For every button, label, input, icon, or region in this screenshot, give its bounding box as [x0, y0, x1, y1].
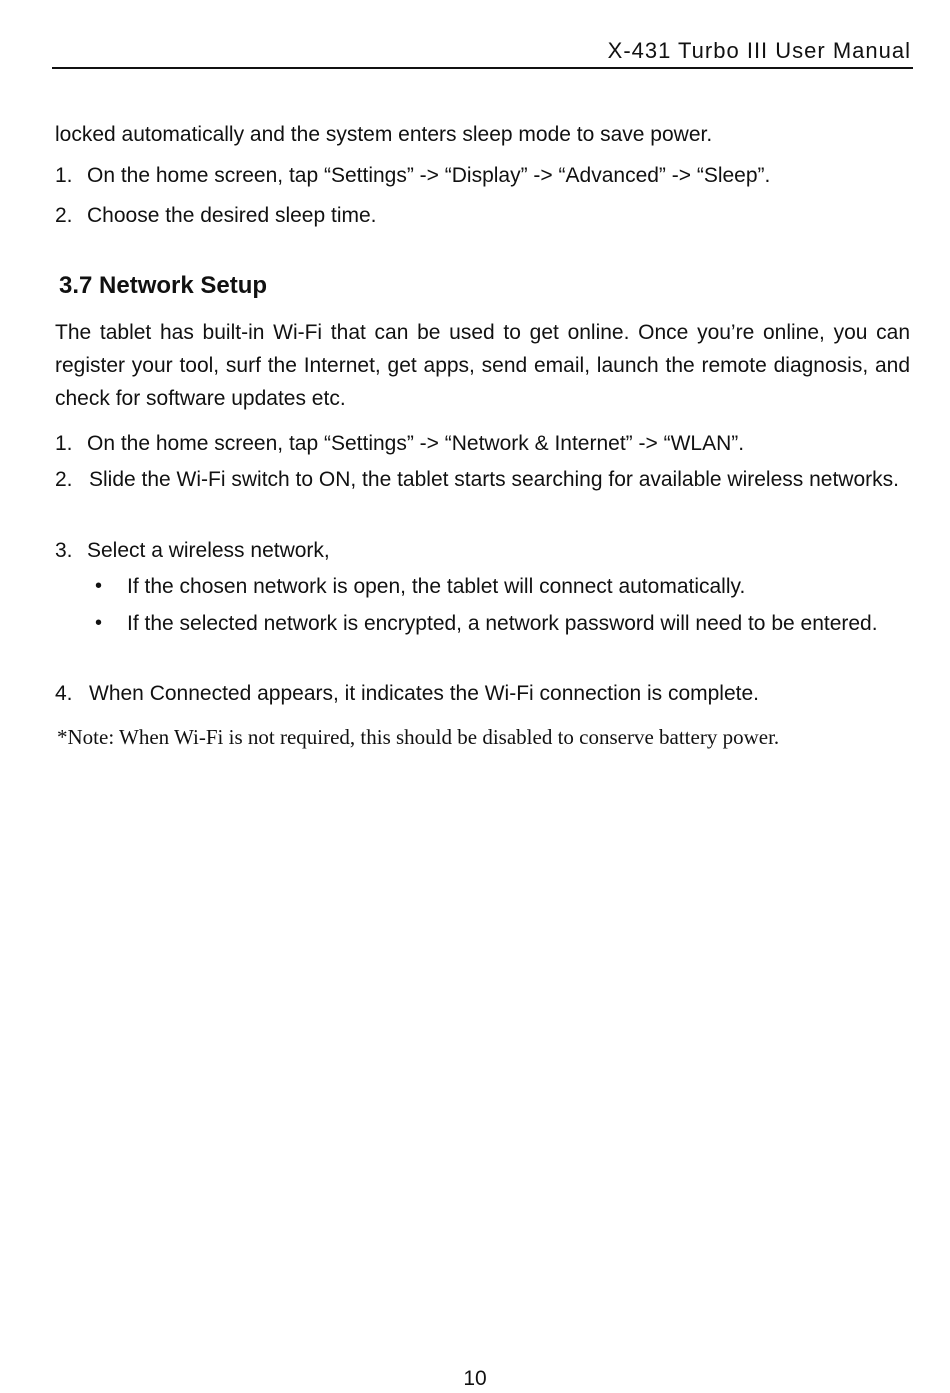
bullet-text: If the chosen network is open, the tablet will connect automatically.	[127, 575, 746, 598]
note-text: *Note: When Wi-Fi is not required, this should be disabled to conserve battery power.	[57, 725, 780, 749]
section-heading: 3.7 Network Setup	[59, 272, 268, 299]
step-text: Select a wireless network,	[87, 539, 330, 562]
step-number: 1.	[55, 432, 73, 455]
step-number: 1.	[55, 164, 73, 187]
bullet-icon: •	[95, 612, 103, 634]
step-number: 4.	[55, 682, 73, 705]
step-number: 3.	[55, 539, 73, 562]
bullet-icon: •	[95, 575, 103, 597]
step-text: Slide the Wi-Fi switch to ON, the tablet starts searching for available wireless networks.	[89, 468, 899, 491]
step-number: 2.	[55, 204, 73, 227]
step-text: On the home screen, tap “Settings” -> “Display” -> “Advanced” -> “Sleep”.	[87, 164, 771, 187]
page-number: 10	[463, 1367, 487, 1390]
step-text: Choose the desired sleep time.	[87, 204, 377, 227]
bullet-text: If the selected network is encrypted, a network password will need to be entered.	[127, 612, 878, 635]
section-paragraph: The tablet has built-in Wi-Fi that can be used to get online. Once you’re online, you can register your tool, surf the Internet, get apps, send email, launch the remote diagnosis, and check for software updates etc.	[55, 321, 910, 410]
continuation-text: locked automatically and the system enters sleep mode to save power.	[55, 123, 713, 146]
step-number: 2.	[55, 468, 73, 491]
manual-title: X-431 Turbo III User Manual	[607, 38, 911, 63]
step-text: When Connected appears, it indicates the Wi-Fi connection is complete.	[89, 682, 760, 705]
page-header	[52, 36, 913, 69]
step-text: On the home screen, tap “Settings” -> “Network & Internet” -> “WLAN”.	[87, 432, 745, 455]
